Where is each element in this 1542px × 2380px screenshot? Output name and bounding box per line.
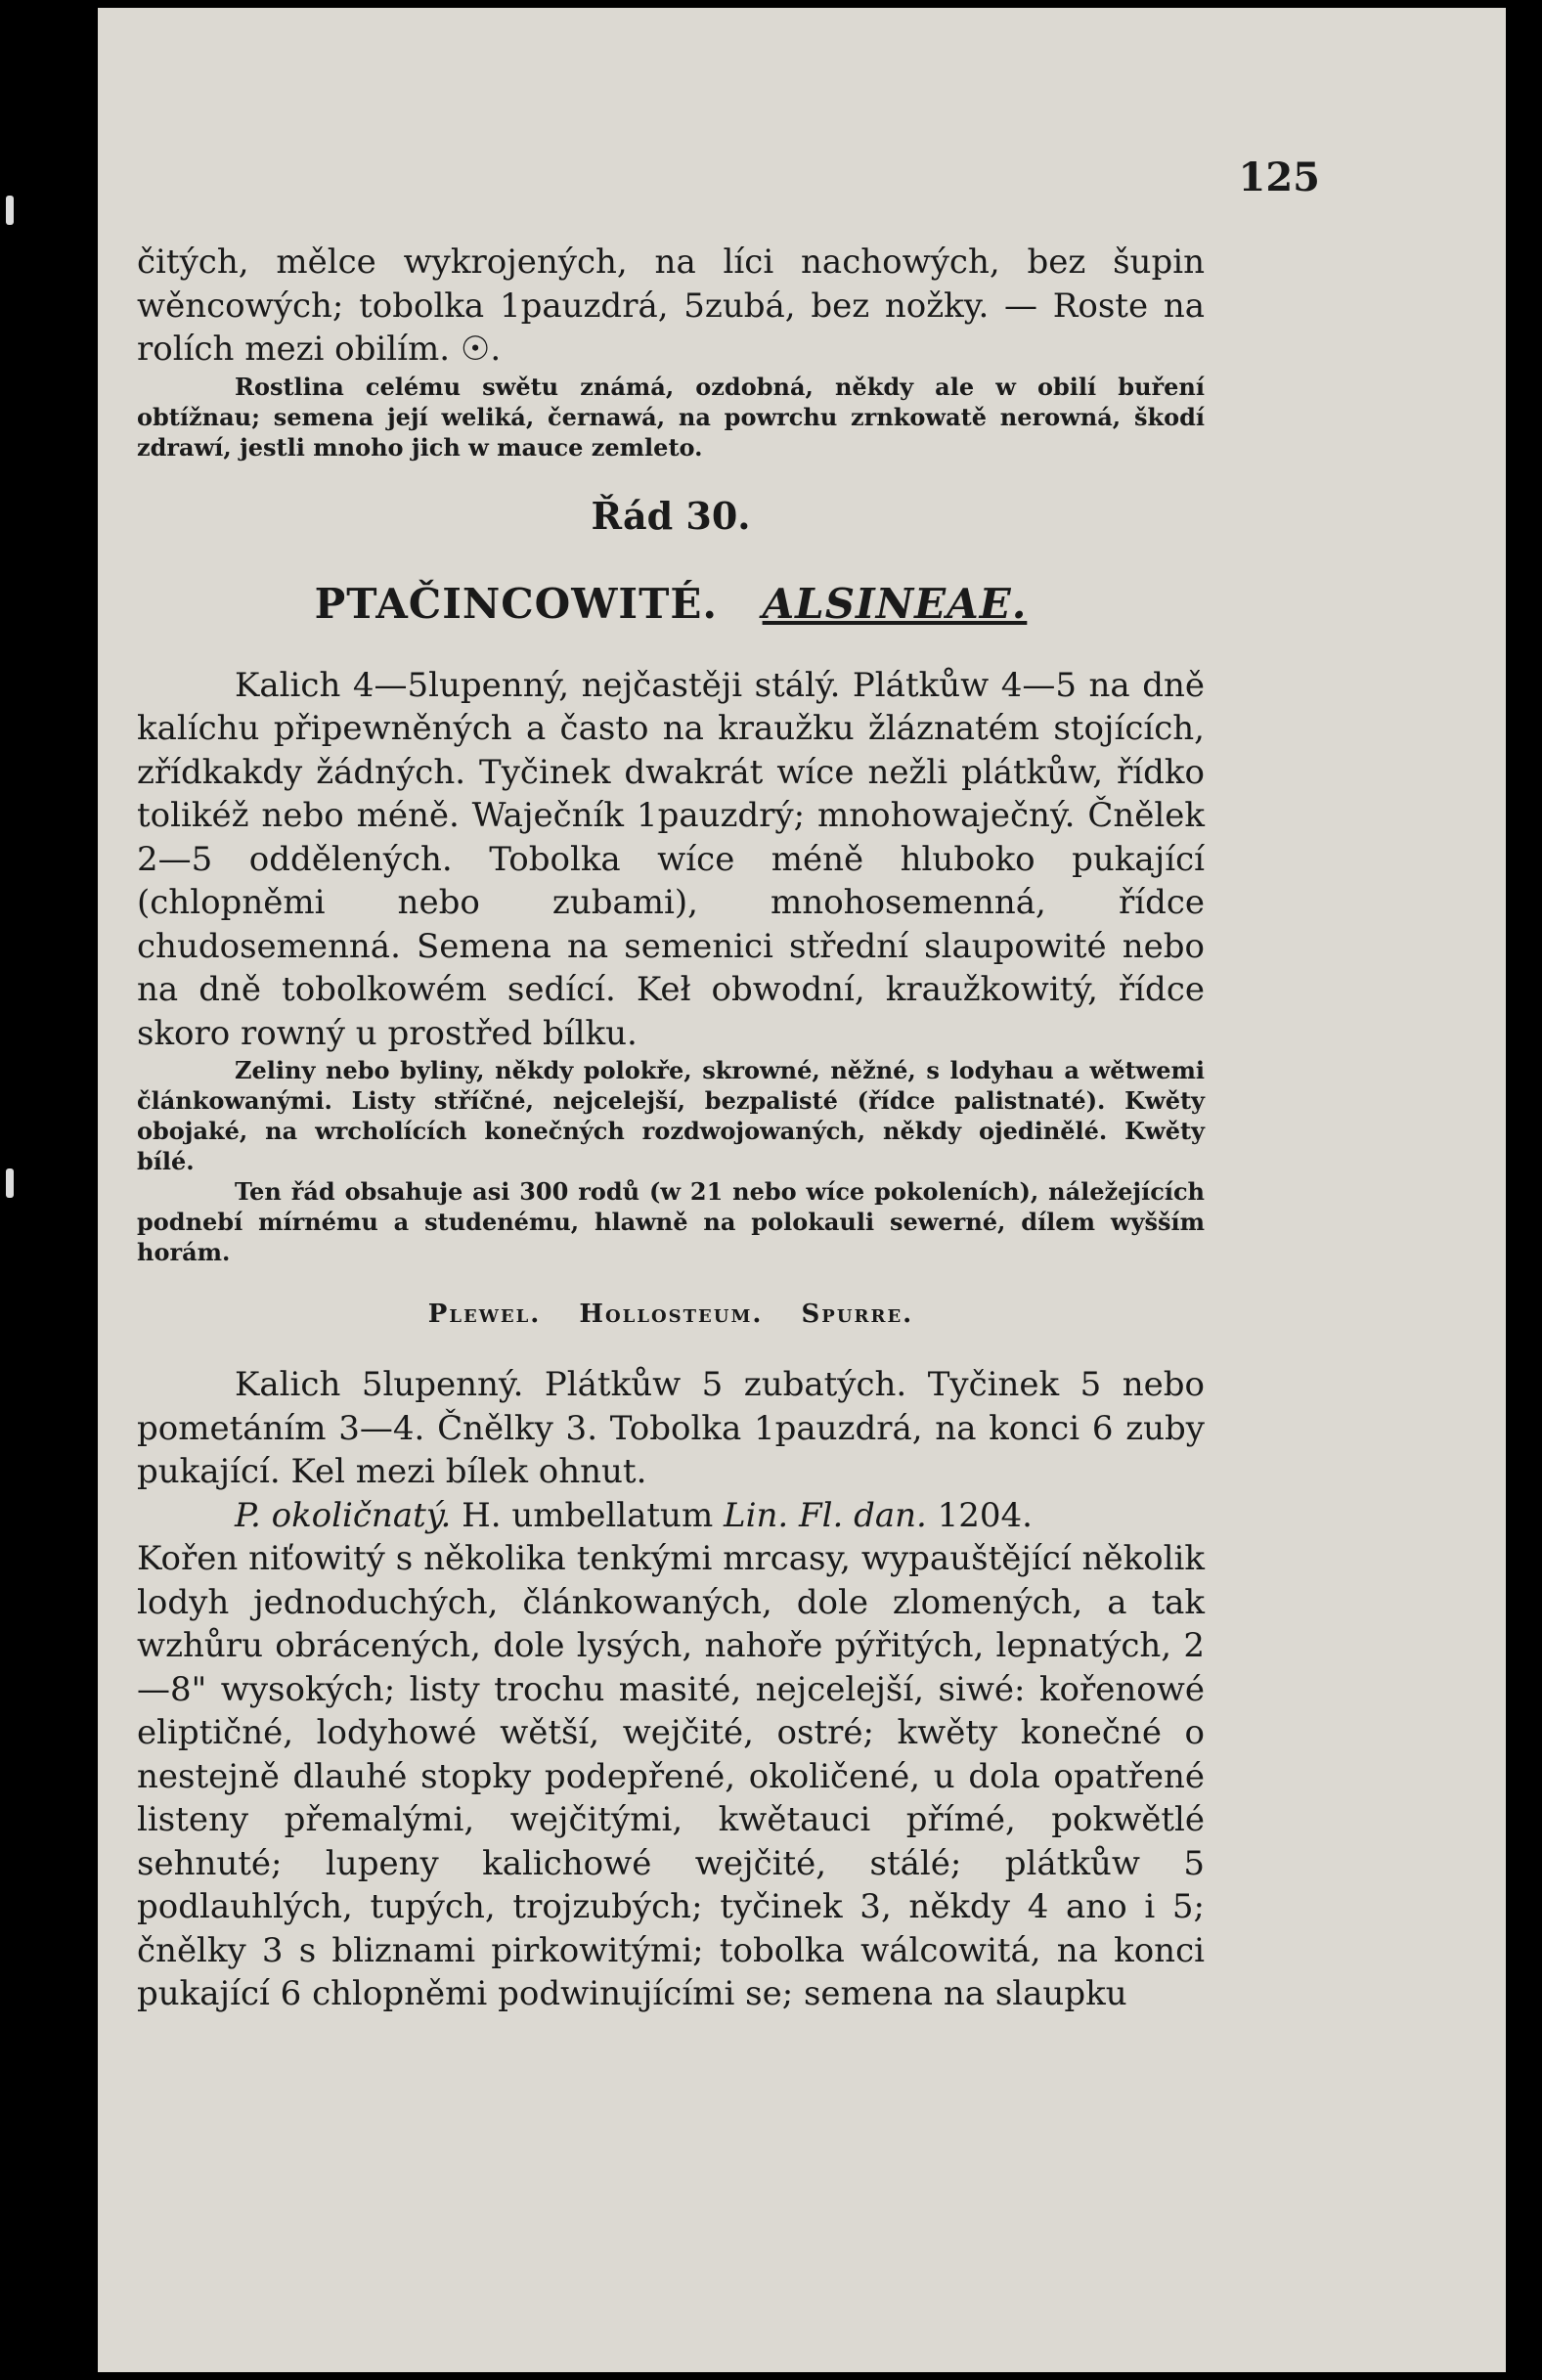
species-flora: Fl. dan. [798, 1495, 927, 1535]
genus-name: Plewel. [427, 1300, 542, 1329]
species-heading [137, 1494, 1205, 1538]
order-latin-name: ALSINEAE. [762, 579, 1028, 628]
scan-edge-mark [6, 1168, 14, 1198]
species-plate: 1204. [937, 1495, 1033, 1535]
order-description: Kalich 4—5lupenný, nejčastěji stálý. Plátkůw 4—5 na dně kalíchu připewněných a často na kraužku žláznatém stojících, zřídkakdy žádných. Tyčinek dwakrát wíce nežli plátkůw, řídko tolikéž nebo méně. Waječník 1pauzdrý; mnohowaječný. Čnělek 2—5 oddělených. Tobolka wíce méně hluboko pukající (chlopněmi nebo zubami), mnohosemenná, řídce chudosemenná. Semena na semenici střední slaupowité nebo na dně tobolkowém sedící. Keł obwodní, kraužkowitý, řídce skoro rowný u prostřed bílku. [137, 665, 1205, 1053]
order-czech-name: PTAČINCOWITÉ. [314, 579, 718, 628]
order-note: Ten řád obsahuje asi 300 rodů (w 21 nebo wíce pokoleních), náležejících podnebí mírnému a studenému, hlawně na polokauli sewerné, dílem wyšším horám. [137, 1177, 1205, 1266]
page-content [137, 241, 1205, 2016]
genus-name: Hollosteum. [579, 1300, 764, 1329]
genus-description: Kalich 5lupenný. Plátkůw 5 zubatých. Tyčinek 5 nebo pometáním 3—4. Čnělky 3. Tobolka 1pauzdrá, na konci 6 zuby pukající. Kel mezi bílek ohnut. [137, 1365, 1205, 1491]
page-number: 125 [1238, 154, 1320, 200]
order-number: Řád 30. [591, 493, 751, 538]
species-author: Lin. [724, 1495, 789, 1535]
species-description: Kořen niťowitý s několika tenkými mrcasy, wypauštějící několik lodyh jednoduchých, článkowaných, dole zlomených, a tak wzhůru obrácených, dole lysých, nahoře pýřitých, lepnatých, 2—8" wysokých; listy trochu masité, nejcelejší, siwé: kořenowé eliptičné, lodyhowé wětší, wejčité, ostré; kwěty konečné o nestejně dlauhé stopky podepřené, okoličené, u dola opatřené listeny přemalými, wejčitými, kwětauci přímé, pokwětlé sehnuté; lupeny kalichowé wejčité, stálé; plátkůw 5 podlauhlých, tupých, trojzubých; tyčinek 3, někdy 4 ano i 5; čnělky 3 s bliznami pirkowitými; tobolka wálcowitá, na konci pukající 6 chlopněmi podwinujícími se; semena na slaupku [137, 1539, 1205, 2013]
note-top: Rostlina celému swětu známá, ozdobná, někdy ale w obilí buření obtížnau; semena její weliká, černawá, na powrchu zrnkowatě nerowná, škodí zdrawí, jestli mnoho jich w mauce zemleto. [137, 372, 1205, 462]
order-note: Zeliny nebo byliny, někdy polokře, skrowné, něžné, s lodyhau a wětwemi článkowanými. Listy stříčné, nejcelejší, bezpalisté (řídce palistnaté). Kwěty obojaké, na wrcholících konečných rozdwojowaných, někdy ojedinělé. Kwěty bílé. [137, 1056, 1205, 1175]
paragraph-continuation: čitých, mělce wykrojených, na líci nachowých, bez šupin wěncowých; tobolka 1pauzdrá, 5zubá, bez nožky. — Roste na rolích mezi obilím. ☉. [137, 242, 1205, 369]
order-title [137, 578, 1205, 631]
genus-header [137, 1295, 1205, 1334]
genus-name: Spurre. [801, 1300, 914, 1329]
species-name: P. okoličnatý. [235, 1495, 452, 1535]
species-synonym: H. umbellatum [462, 1495, 714, 1535]
book-page [98, 8, 1506, 2372]
scan-edge-mark [6, 196, 14, 225]
